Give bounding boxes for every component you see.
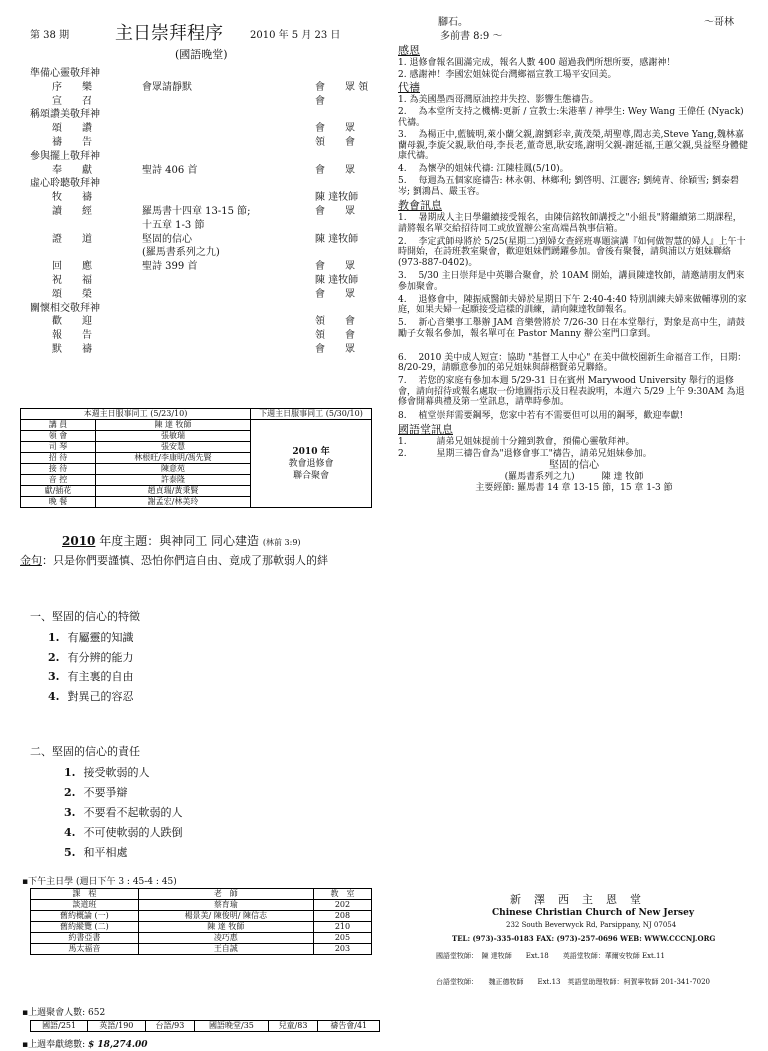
- staff-person: 張安慧: [96, 442, 251, 453]
- staff-role: 司 琴: [21, 442, 96, 453]
- sermon-series: (羅馬書系列之九) 陳 達 牧師: [504, 472, 644, 482]
- outline-point-text: 不要爭辯: [83, 786, 128, 799]
- news-item: 6. 2010 美中成人短宣：協助 "基督工人中心" 在美中做校園新生命福音工作，日期：8/20-29，請願意參加的弟兄姐妹與薛楷賢弟兄聯絡。: [398, 352, 747, 373]
- order-item-name: 奉 獻: [52, 164, 92, 176]
- order-item: [30, 316, 370, 328]
- outline-point-number: 2.: [64, 786, 76, 799]
- prayer-item: 3. 為楊正中,藍毓明,萊小蘭父親,謝劉彩幸,黃茂榮,胡聖尊,閻志美,Steve Yang,魏林嘉蘭母親,李旋父親,耿伯母,李長老,董奇恩,耿安瑤,謝明父親-謝延福,王蕙父親,吳益堅身體健康代禱。: [398, 130, 748, 161]
- outline-point-text: 和平相處: [83, 846, 128, 859]
- order-item: [30, 137, 370, 149]
- order-item-leader: 陳 達牧師: [315, 233, 359, 245]
- ss-room: 210: [313, 922, 371, 933]
- news-item: 5. 新心音樂事工舉辦 JAM 音樂營將於 7/26-30 日在本堂舉行，對象是高中生，請鼓勵子女報名參加，報名單可在 Pastor Manny 辦公室門口拿到。: [398, 318, 745, 339]
- order-item: [30, 344, 370, 356]
- staff-person: 趙貞瑞/黃秉賢: [96, 486, 251, 497]
- order-item-name: 讀 經: [52, 206, 92, 217]
- theme-text: 年度主題：與神同工 同心建造: [99, 534, 260, 548]
- pastor-taiwanese: 台語堂牧師： 魏正德牧師 Ext.13: [436, 978, 561, 986]
- attendance-cell: 國語/251: [31, 1021, 88, 1032]
- staff-person: 林根旺/李康明/馮先賢: [96, 453, 251, 464]
- order-item-name: 祝 福: [52, 275, 92, 286]
- order-item-name: 證 道: [52, 233, 92, 245]
- staff-role: 領 會: [21, 431, 96, 442]
- staff-role: 接 待: [21, 464, 96, 475]
- outline-point-text: 不要看不起軟弱的人: [83, 806, 183, 819]
- sunday-school-title: ▪下午主日學 (週日下午 3 : 45-4 : 45): [22, 877, 177, 887]
- outline-point-text: 接受軟弱的人: [83, 766, 150, 779]
- golden-verse-text: ：只是你們要謹慎、恐怕你們這自由、竟成了那軟弱人的絆: [42, 554, 328, 567]
- outline-point-number: 3.: [48, 670, 60, 683]
- news-heading: 教會訊息: [398, 199, 442, 212]
- order-item: [30, 165, 370, 177]
- order-item-name: 頌 讚: [52, 123, 92, 135]
- order-item: [30, 192, 370, 204]
- offering-amount: $ 18,274.00: [88, 1040, 148, 1050]
- church-name-cn: 新 澤 西 主 恩 堂: [510, 893, 642, 906]
- sermon-scripture: 主要經節: 羅馬書 14 章 13-15 節，15 章 1-3 節: [475, 483, 673, 493]
- staff-person: 謝孟宏/林美玲: [96, 497, 251, 508]
- order-item-leader: 會 眾: [315, 288, 355, 300]
- ss-course: 談道班: [31, 900, 139, 911]
- ss-header-room: 教 室: [313, 889, 371, 900]
- thanks-item: 1. 退修會報名圓滿完成，報名人數 400 超過我們所想所要，感謝神！: [398, 58, 676, 68]
- offering-label: ▪上週奉獻總數:: [22, 1040, 86, 1050]
- ss-teacher: 王自誠: [138, 944, 313, 955]
- golden-verse-label: 金句: [20, 554, 42, 567]
- outline-point-number: 4.: [64, 826, 76, 839]
- church-address: 232 South Beverwyck Rd, Parsippany, NJ 07054: [506, 921, 677, 929]
- church-contact: TEL: (973)-335-0183 FAX: (973)-257-0696 WEB: WWW.CCCNJ.ORG: [452, 934, 716, 943]
- outline-point: [48, 690, 133, 703]
- order-section-title: 關懷相交敬拜神: [30, 302, 100, 314]
- order-item: [30, 261, 370, 273]
- order-item-name: 禱 告: [52, 137, 92, 148]
- news-item: 3. 5/30 主日崇拜是中英聯合聚會，於 10AM 開始，講員陳達牧師，請邀請朋友們來參加聚會。: [398, 271, 745, 292]
- prayer-item: 5. 每週為五個家庭禱告: 林永朝、林鄉利; 劉啓明、江麗容; 劉純青、徐穎雪; 劉泰碧岑; 劉鴻昌、嚴玉容。: [398, 176, 740, 197]
- pastor-english-assistant: 英語堂助理牧師：柯賀寧牧師 201-341-7020: [567, 978, 711, 986]
- ss-teacher: 楊景美/ 陳俊明/ 陳信志: [138, 911, 313, 922]
- order-item-name: 宣 召: [52, 95, 92, 107]
- verse-author: ～哥林: [704, 17, 734, 28]
- thanks-item: 2. 感謝神！李國宏姐妹從台灣鄉福宣教工場平安回美。: [398, 69, 617, 80]
- order-section: [30, 178, 370, 190]
- order-item-content: 聖詩 399 首: [142, 261, 198, 273]
- news-item: 1. 暑期成人主日學繼續接受報名，由陳信銘牧師講授之"小組長"將繼續第二期課程，請將報名單交給招待同工或放置辦公室高端昌執事信箱。: [398, 213, 742, 234]
- mandarin-news-heading: 國語堂訊息: [398, 423, 453, 436]
- outline-point-text: 有主裏的自由: [67, 670, 134, 683]
- outline-part1-title: 一、堅固的信心的特徵: [30, 610, 140, 623]
- outline-point: [64, 826, 182, 839]
- order-item-leader: 領 會: [315, 137, 355, 148]
- prayer-item: 2. 為本堂所支持之機構:更新 / 宣教士:朱港華 / 神學生: Wey Wang 王偉任 (Nyack)代禱。: [398, 107, 744, 128]
- outline-part2-title: 二、堅固的信心的責任: [30, 745, 140, 758]
- outline-point: [48, 651, 133, 664]
- order-item-leader: 陳 達牧師: [315, 192, 359, 204]
- golden-verse: [20, 554, 328, 567]
- ss-teacher: 凌巧惠: [138, 933, 313, 944]
- verse-reference: 多前書 8:9 ～: [440, 31, 503, 42]
- order-item: [30, 206, 370, 218]
- outline-point-text: 有屬靈的知識: [67, 631, 134, 644]
- order-item-leader: 陳 達牧師: [315, 275, 359, 286]
- thanks-heading: 感恩: [398, 44, 420, 57]
- order-item-name: 頌 榮: [52, 288, 92, 300]
- outline-point-text: 有分辨的能力: [67, 650, 134, 664]
- attendance-cell: 禱告會/41: [318, 1021, 380, 1032]
- staff-person: 許泰隆: [96, 475, 251, 486]
- service-date: 2010 年 5 月 23 日: [250, 30, 341, 41]
- order-item-content: 聖詩 406 首: [142, 164, 198, 176]
- attendance-row: [31, 1021, 380, 1032]
- sunday-school-table: [30, 888, 372, 955]
- order-item: [30, 220, 370, 232]
- ss-room: 205: [313, 933, 371, 944]
- staff-row: [21, 420, 372, 431]
- order-item-leader: 會: [315, 95, 325, 107]
- staff-role: 晚 餐: [21, 497, 96, 508]
- staff-next-week-line: 2010 年: [292, 446, 330, 457]
- outline-point-number: 1.: [48, 631, 60, 644]
- staff-role: 音 控: [21, 475, 96, 486]
- staff-next-week-line: 教會退修會: [288, 458, 334, 469]
- staff-this-week-header: 本週主日服事同工 (5/23/10): [21, 409, 251, 420]
- staff-next-week-line: 聯合聚會: [292, 470, 329, 481]
- mandarin-news-item: 1. 請弟兄姐妹提前十分鐘到教會，預備心靈敬拜神。: [398, 437, 635, 447]
- staff-person: 陳意苑: [96, 464, 251, 475]
- outline-point-number: 3.: [64, 806, 76, 819]
- staff-table: [20, 408, 372, 508]
- ss-course: 約書亞書: [31, 933, 139, 944]
- order-item-leader: 領 會: [315, 330, 355, 342]
- order-section: [30, 303, 370, 315]
- news-item: 4. 退修會中，陳振威醫師夫婦於星期日下午 2:40-4:40 特別訓練夫婦來做輔導別的家庭，如果夫婦一起願接受這樣的訓練，請向陳達牧師報名。: [398, 294, 747, 315]
- attendance-cell: 兒童/83: [268, 1021, 318, 1032]
- order-item-leader: 會 眾: [315, 123, 355, 135]
- ss-course: 馬太福音: [31, 944, 139, 955]
- order-item-name: 牧 禱: [52, 192, 92, 204]
- news-item: 7. 若您的家庭有參加本週 5/29-31 日在賓州 Marywood University 舉行的退修會，請向招待或報名處取一份地圖指示及日程表說明，本週六 5/29 上午 9:30AM 為退修會開幕典禮及第一堂訊息，請準時參加。: [398, 376, 745, 407]
- pastor-contacts: [436, 950, 710, 988]
- offering-total: [22, 1040, 148, 1051]
- attendance-table: [30, 1020, 380, 1032]
- prayer-item: 4. 為懷孕的姐妹代禱: 江陳桂鳳(5/10)。: [398, 164, 569, 174]
- attendance-title: ▪上週聚會人數: 652: [22, 1008, 106, 1018]
- order-item-leader: 會 眾: [315, 206, 355, 217]
- order-item-leader: 會 眾: [315, 164, 355, 176]
- ss-room: 203: [313, 944, 371, 955]
- ss-row: [31, 933, 372, 944]
- outline-point-number: 4.: [48, 689, 60, 703]
- order-section-title: 虛心聆聽敬拜神: [30, 178, 100, 190]
- ss-header-teacher: 老 師: [138, 889, 313, 900]
- service-name: (國語晚堂): [175, 48, 228, 61]
- ss-room: 202: [313, 900, 371, 911]
- ss-row: [31, 911, 372, 922]
- outline-point-text: 對異己的容忍: [67, 689, 134, 703]
- staff-person: 陳 達 牧師: [96, 420, 251, 431]
- order-section: [30, 68, 370, 80]
- ss-row: [31, 900, 372, 911]
- church-name-en: Chinese Christian Church of New Jersey: [492, 908, 695, 918]
- ss-course: 舊約縱覽 (二): [31, 922, 139, 933]
- order-item: [30, 247, 370, 259]
- order-item-leader: 會 眾 領: [315, 81, 369, 93]
- order-item: [30, 289, 370, 301]
- outline-point: [64, 766, 149, 779]
- order-item-content: 十五章 1-3 節: [142, 219, 205, 231]
- order-item-leader: 會 眾: [315, 261, 355, 273]
- order-section-title: 準備心靈敬拜神: [30, 68, 100, 79]
- verse-continuation: 腳石。: [438, 17, 468, 28]
- order-item: [30, 330, 370, 342]
- outline-point: [48, 670, 133, 683]
- order-item-content: 會眾請靜默: [142, 81, 192, 93]
- order-section: [30, 109, 370, 121]
- outline-point-text: 不可使軟弱的人跌倒: [83, 826, 183, 839]
- order-item-content: 羅馬書十四章 13-15 節;: [142, 206, 251, 217]
- order-item-leader: 領 會: [315, 316, 355, 328]
- pastor-english: 英語堂牧師：華爾安牧師 Ext.11: [562, 952, 665, 960]
- order-section-title: 稱頌讚美敬拜神: [30, 109, 100, 121]
- outline-point: [64, 786, 127, 799]
- pastor-mandarin: 國語堂牧師： 陳 達牧師 Ext.18: [436, 952, 549, 960]
- outline-point: [64, 846, 127, 859]
- sermon-title: 堅固的信心: [549, 460, 599, 471]
- order-item-name: 報 告: [52, 330, 92, 342]
- news-item: 8. 植堂崇拜需要鋼琴，您家中若有不需要但可以用的鋼琴，歡迎奉獻!: [398, 410, 684, 421]
- prayer-heading: 代禱: [398, 81, 420, 94]
- order-item-name: 回 應: [52, 261, 92, 273]
- order-item: [30, 96, 370, 108]
- attendance-cell: 台語/93: [145, 1021, 195, 1032]
- ss-course: 舊約概論 (一): [31, 911, 139, 922]
- order-section: [30, 151, 370, 163]
- theme-ref: (林前 3:9): [262, 538, 301, 547]
- order-item-leader: 會 眾: [315, 344, 355, 355]
- annual-theme: [62, 534, 301, 550]
- ss-row: [31, 922, 372, 933]
- outline-point-number: 1.: [64, 766, 76, 779]
- news-item: 2. 李定武師母將於 5/25(星期二)到婦女查經班專題演講『如何做智慧的婦人』上午十時開始，在詩班教室聚會，歡迎姐妹們踴躍參加。會後有聚餐，請與浦以方姐妹聯絡 (973-887-0402)。: [398, 236, 746, 268]
- staff-role: 招 待: [21, 453, 96, 464]
- prayer-item: 1. 為美國墨西哥灣原油控井失控、影響生態禱告。: [398, 95, 599, 105]
- theme-year: 2010: [62, 534, 96, 548]
- ss-room: 208: [313, 911, 371, 922]
- outline-point: [48, 631, 133, 644]
- ss-row: [31, 944, 372, 955]
- order-item: [30, 123, 370, 135]
- ss-teacher: 陳 達 牧師: [138, 922, 313, 933]
- staff-next-week-header: 下週主日服事同工 (5/30/10): [251, 409, 372, 420]
- outline-point: [64, 806, 182, 819]
- staff-person: 張敏瑞: [96, 431, 251, 442]
- order-item-content: (羅馬書系列之九): [142, 247, 220, 259]
- order-section-title: 參與擺上敬拜神: [30, 150, 100, 162]
- staff-role: 講 員: [21, 420, 96, 431]
- outline-point-number: 5.: [64, 846, 76, 859]
- order-item: [30, 234, 370, 246]
- order-item-content: 堅固的信心: [142, 233, 192, 245]
- staff-role: 獻/插花: [21, 486, 96, 497]
- attendance-cell: 英語/190: [88, 1021, 145, 1032]
- order-item: [30, 82, 370, 94]
- page-title: 主日崇拜程序: [115, 23, 223, 44]
- ss-teacher: 蔡育瑜: [138, 900, 313, 911]
- outline-point-number: 2.: [48, 650, 60, 664]
- order-item-name: 序 樂: [52, 81, 92, 93]
- order-item-name: 歡 迎: [52, 316, 92, 328]
- order-item: [30, 275, 370, 287]
- attendance-cell: 國語晚堂/35: [195, 1021, 268, 1032]
- order-item-name: 默 禱: [52, 344, 92, 355]
- mandarin-news-item: 2. 星期三禱告會為"退修會事工"禱告，請弟兄姐妹參加。: [398, 448, 652, 459]
- ss-header-course: 課 程: [31, 889, 139, 900]
- issue-number: 第 38 期: [30, 30, 70, 41]
- staff-next-week: [251, 420, 372, 508]
